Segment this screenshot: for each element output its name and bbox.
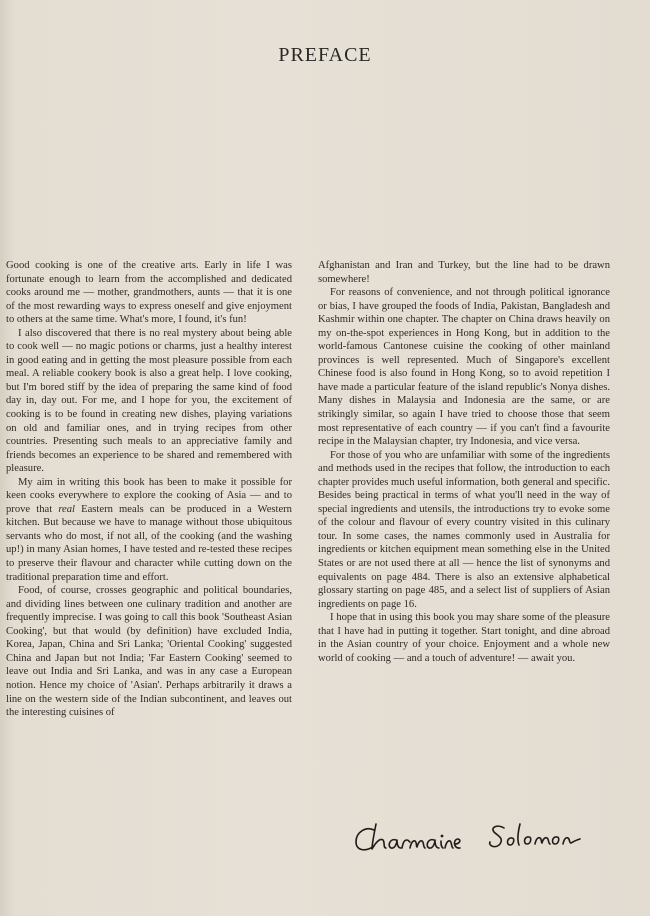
- author-signature: [352, 818, 592, 862]
- paragraph-aim: [6, 476, 292, 584]
- paragraph-aim-emphasis: real: [58, 503, 75, 515]
- paragraph-ingredients: For those of you who are unfamiliar with some of the ingredients and methods used in the recipes that follow, the introduction to each chapter provides much useful information, both general and specific. Besides being practical in terms of what you'll need in the way of special ingredients and utensils, the introductions try to evoke some of the colour and flavour of every country visited in this culinary tour. In some cases, the names commonly used in Australia for ingredients or kitchen equipment mean something else in the United States or are not used there at all — hence the list of synonyms and equivalents on page 484. There is also an extensive alphabetical glossary starting on page 485, and a select list of suppliers of Asian ingredients on page 16.: [318, 449, 610, 610]
- page-title: PREFACE: [278, 44, 372, 66]
- paragraph-closing: I hope that in using this book you may share some of the pleasure that I have had in putting it together. Start tonight, and dine abroad in the Asian country of your choice. Enjoyment and a whole new world of cooking — and a touch of adventure! — await you.: [318, 612, 610, 664]
- paragraph-intro: Good cooking is one of the creative arts. Early in life I was fortunate enough to learn from the accomplished and dedicated cooks around me — mother, grandmothers, aunts — that it is one of the most rewarding ways to express oneself and give enjoyment to others at the same time. What's more, I found, it's fun!: [6, 260, 292, 326]
- paragraph-continued: Afghanistan and Iran and Turkey, but the line had to be drawn somewhere!: [318, 260, 610, 285]
- left-column: [6, 259, 292, 720]
- paragraph-boundaries: Food, of course, crosses geographic and political boundaries, and dividing lines between one culinary tradition and another are frequently imprecise. I was going to call this book 'Southeast Asian Cooking', but that would (by definition) have excluded India, Korea, Japan, China and Sri Lanka; 'Oriental Cooking' suggested China and Japan but not India; 'Far Eastern Cooking' seemed to leave out India and Sri Lanka, and was in any case a European notion. Hence my choice of 'Asian'. Perhaps arbitrarily it draws a line on the western side of the Indian subcontinent, and leaves out the interesting cuisines of: [6, 585, 292, 719]
- right-column: [318, 259, 610, 665]
- paragraph-aim-before: My aim in writing this book has been to make it possible for keen cooks everywhere to explore the cooking of Asia — and to prove that: [6, 476, 292, 515]
- paragraph-grouping: For reasons of convenience, and not through political ignorance or bias, I have grouped the foods of India, Pakistan, Bangladesh and Kashmir within one chapter. The chapter on China draws heavily on my on-the-spot experiences in Hong Kong, but in addition to the world-famous Cantonese cuisine the cooking of other mainland provinces is well represented. Much of Singapore's excellent Chinese food is also found in Hong Kong, so to avoid repetition I have made a particular feature of the island republic's Nonya dishes. Many dishes in Malaysia and Indonesia are the same, or are strikingly similar, so again I have tried to choose those that seem most representative of each country — if you can't find a favourite recipe in the Malaysian chapter, try Indonesia, and vice versa.: [318, 287, 610, 448]
- paragraph-no-mystery: I also discovered that there is no real mystery about being able to cook well — no magic potions or charms, just a healthy interest in good eating and in getting the most pleasure possible from each meal. A reliable cookery book is also a great help. I love cooking, but I'm bored stiff by the idea of preparing the same kind of food day in, day out. For me, and I hope for you, the excitement of cooking is to be found in creating new dishes, playing variations on old and familiar ones, and in trying recipes from other countries. Presenting such meals to an appreciative family and friends becomes an experience to be shared and remembered with pleasure.: [6, 327, 292, 475]
- signature-scribble-icon: [352, 818, 592, 862]
- paragraph-aim-after: Eastern meals can be produced in a Western kitchen. But because we have to manage without those ubiquitous servants who do most, if not all, of the cooking (and the washing up!) in many Asian homes, I have tested and re-tested these recipes to preserve their flavour and character while cutting down on the traditional preparation time and effort.: [6, 503, 292, 583]
